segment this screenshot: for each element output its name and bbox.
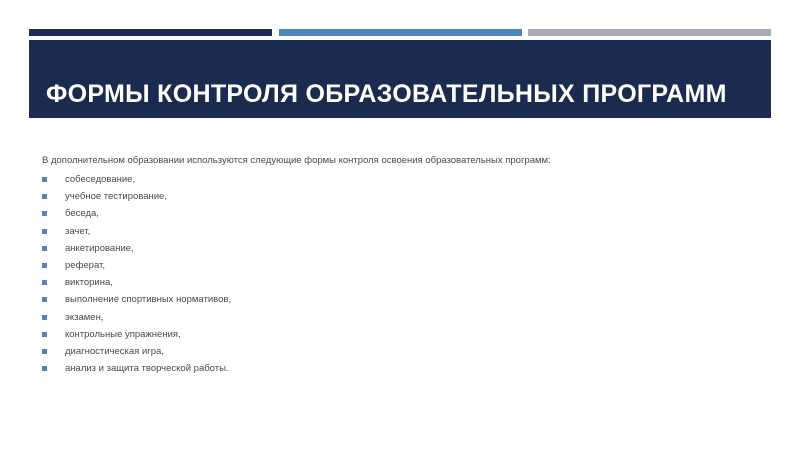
square-bullet-icon: [42, 194, 47, 199]
slide-title: ФОРМЫ КОНТРОЛЯ ОБРАЗОВАТЕЛЬНЫХ ПРОГРАММ: [46, 80, 727, 108]
list-item: [42, 188, 762, 205]
square-bullet-icon: [42, 280, 47, 285]
list-item-text: диагностическая игра,: [65, 345, 164, 357]
square-bullet-icon: [42, 315, 47, 320]
list-item: [42, 360, 762, 377]
slide-body: [42, 155, 762, 377]
accent-bar-gray: [528, 29, 771, 36]
list-item: [42, 257, 762, 274]
square-bullet-icon: [42, 177, 47, 182]
accent-bar-dark: [29, 29, 272, 36]
list-item: [42, 240, 762, 257]
list-item-text: собеседование,: [65, 174, 136, 185]
bullet-list: [42, 171, 762, 377]
list-item-text: анкетирование,: [65, 242, 134, 254]
square-bullet-icon: [42, 246, 47, 251]
square-bullet-icon: [42, 366, 47, 371]
list-item: [42, 171, 762, 188]
list-item-text: выполнение спортивных нормативов,: [65, 294, 232, 306]
list-item: [42, 205, 762, 222]
list-item: [42, 326, 762, 343]
accent-bar-blue: [279, 29, 522, 36]
list-item-text: реферат,: [65, 259, 105, 271]
list-item: [42, 291, 762, 308]
square-bullet-icon: [42, 211, 47, 216]
list-item-text: викторина,: [65, 277, 113, 289]
title-band: [29, 40, 771, 118]
list-item-text: беседа,: [65, 208, 99, 220]
square-bullet-icon: [42, 229, 47, 234]
list-item: [42, 223, 762, 240]
square-bullet-icon: [42, 332, 47, 337]
list-item-text: зачет,: [65, 225, 91, 237]
list-item-text: экзамен,: [65, 311, 104, 323]
list-item-text: анализ и защита творческой работы.: [65, 363, 229, 375]
square-bullet-icon: [42, 297, 47, 302]
intro-text: В дополнительном образовании используются следующие формы контроля освоения образовательных программ:: [42, 155, 551, 166]
list-item: [42, 309, 762, 326]
square-bullet-icon: [42, 263, 47, 268]
list-item-text: контрольные упражнения,: [65, 328, 181, 340]
list-item-text: учебное тестирование,: [65, 191, 167, 203]
list-item: [42, 343, 762, 360]
square-bullet-icon: [42, 349, 47, 354]
list-item: [42, 274, 762, 291]
